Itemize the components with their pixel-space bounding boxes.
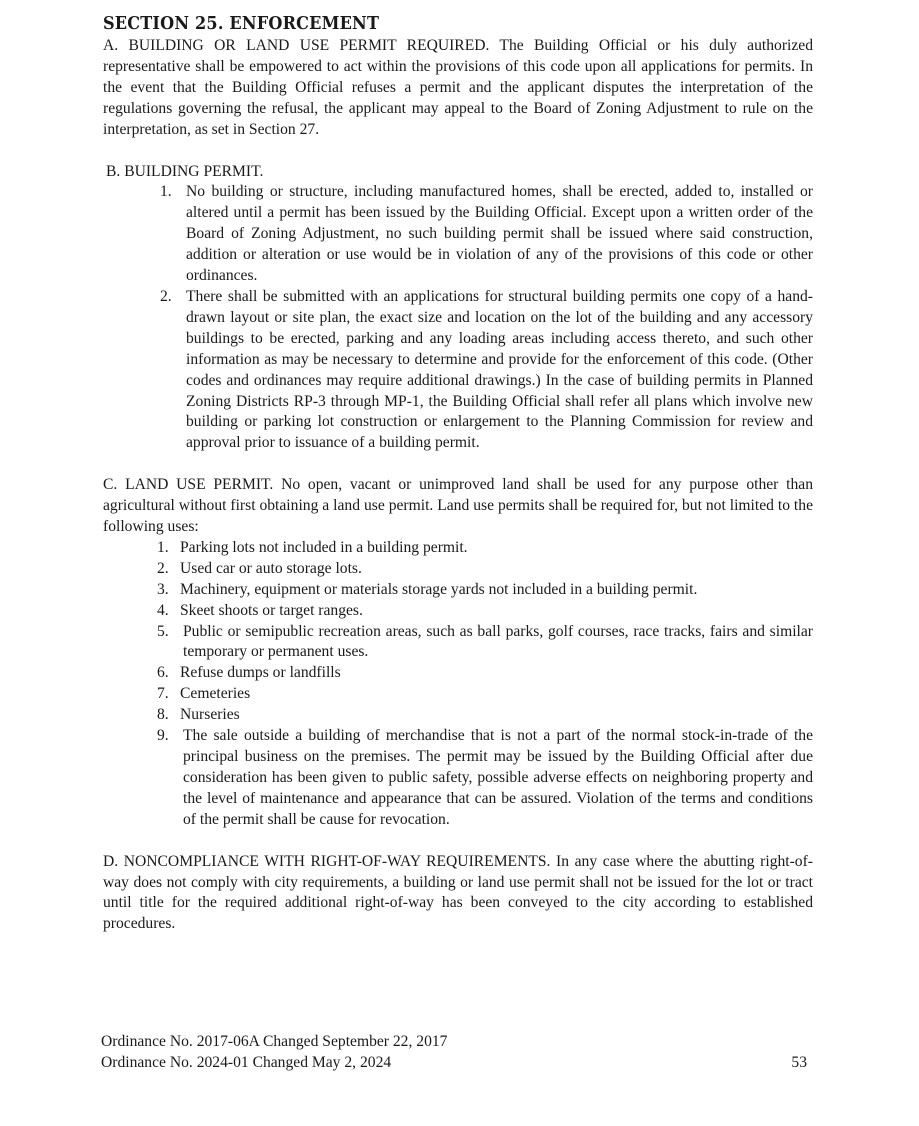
document-page — [103, 12, 813, 935]
list-item — [103, 684, 813, 705]
section-c-list — [103, 538, 813, 831]
list-item-text: Skeet shoots or target ranges. — [180, 601, 363, 619]
section-c-paragraph: C. LAND USE PERMIT. No open, vacant or unimproved land shall be used for any purpose other than agricultural without first obtaining a land use permit. Land use permits shall be required for, but not limited to the following uses: — [103, 476, 813, 536]
list-item-number: 8. — [157, 706, 169, 724]
list-item — [103, 580, 813, 601]
list-item-number: 1. — [157, 538, 169, 556]
section-heading: SECTION 25. ENFORCEMENT — [103, 14, 380, 34]
list-item-number: 9. — [157, 727, 169, 745]
list-item — [103, 726, 813, 831]
list-item-number: 1. — [160, 183, 172, 201]
section-a-paragraph: A. BUILDING OR LAND USE PERMIT REQUIRED. The Building Official or his duly authorized representative shall be empowered to act within the provisions of this code upon all applications for permits. In the event that the Building Official refuses a permit and the applicant disputes the interpretation of the regulations governing the refusal, the applicant may appeal to the Board of Zoning Adjustment to rule on the interpretation, as set in Section 27. — [103, 37, 813, 138]
list-item — [103, 182, 813, 287]
list-item-text: The sale outside a building of merchandise that is not a part of the normal stock-in-trade of the principal business on the premises. The permit may be issued by the Building Official after due consideration has been given to public safety, possible adverse effects on neighboring property and the level of maintenance and appearance that can be assured. Violation of the terms and conditions of the permit shall be cause for revocation. — [183, 727, 813, 828]
ordinance-note: Ordinance No. 2017-06A Changed September 22, 2017 — [101, 1033, 448, 1050]
list-item-text: Nurseries — [180, 706, 240, 724]
section-b-label: B. BUILDING PERMIT. — [106, 162, 264, 180]
list-item-text: Machinery, equipment or materials storage yards not included in a building permit. — [180, 580, 698, 598]
list-item — [103, 622, 813, 664]
list-item — [103, 601, 813, 622]
section-d-paragraph: D. NONCOMPLIANCE WITH RIGHT-OF-WAY REQUIREMENTS. In any case where the abutting right-of-way does not comply with city requirements, a building or land use permit shall not be issued for the lot or tract until title for the required additional right-of-way has been conveyed to the city according to established procedures. — [103, 852, 813, 933]
list-item-text: There shall be submitted with an applications for structural building permits one copy of a hand-drawn layout or site plan, the exact size and location on the lot of the building and any accessory buildings to be erected, parking and any loading areas including access thereto, and such other information as may be necessary to determine and provide for the enforcement of this code. (Other codes and ordinances may require additional drawings.) In the case of building permits in Planned Zoning Districts RP-3 through MP-1, the Building Official shall refer all plans which involve new building or parking lot construction or enlargement to the Planning Commission for review and approval prior to issuance of a building permit. — [186, 287, 813, 452]
list-item — [103, 663, 813, 684]
list-item-number: 4. — [157, 601, 169, 619]
list-item-text: Public or semipublic recreation areas, such as ball parks, golf courses, race tracks, fairs and similar temporary or permanent uses. — [183, 622, 813, 661]
list-item-number: 3. — [157, 580, 169, 598]
list-item — [103, 705, 813, 726]
list-item-text: Cemeteries — [180, 685, 251, 703]
list-item-text: Refuse dumps or landfills — [180, 664, 341, 682]
page-footer — [101, 1032, 807, 1074]
page-number: 53 — [791, 1053, 807, 1071]
list-item-text: Used car or auto storage lots. — [180, 559, 362, 577]
ordinance-note: Ordinance No. 2024-01 Changed May 2, 2024 — [101, 1053, 392, 1071]
section-b-list — [103, 182, 813, 454]
list-item-number: 2. — [157, 559, 169, 577]
list-item-number: 2. — [160, 287, 172, 305]
list-item-number: 7. — [157, 685, 169, 703]
list-item-text: No building or structure, including manufactured homes, shall be erected, added to, installed or altered until a permit has been issued by the Building Official. Except upon a written order of the Board of Zoning Adjustment, no such building permit shall be issued where said construction, addition or alteration or use would be in violation of any of the provisions of this code or other ordinances. — [186, 183, 813, 285]
list-item-number: 5. — [157, 622, 169, 640]
list-item — [103, 287, 813, 454]
list-item-number: 6. — [157, 664, 169, 682]
list-item — [103, 538, 813, 559]
spacer — [103, 831, 813, 852]
spacer — [103, 454, 813, 475]
list-item-text: Parking lots not included in a building permit. — [180, 538, 468, 556]
list-item — [103, 559, 813, 580]
spacer — [103, 141, 813, 162]
